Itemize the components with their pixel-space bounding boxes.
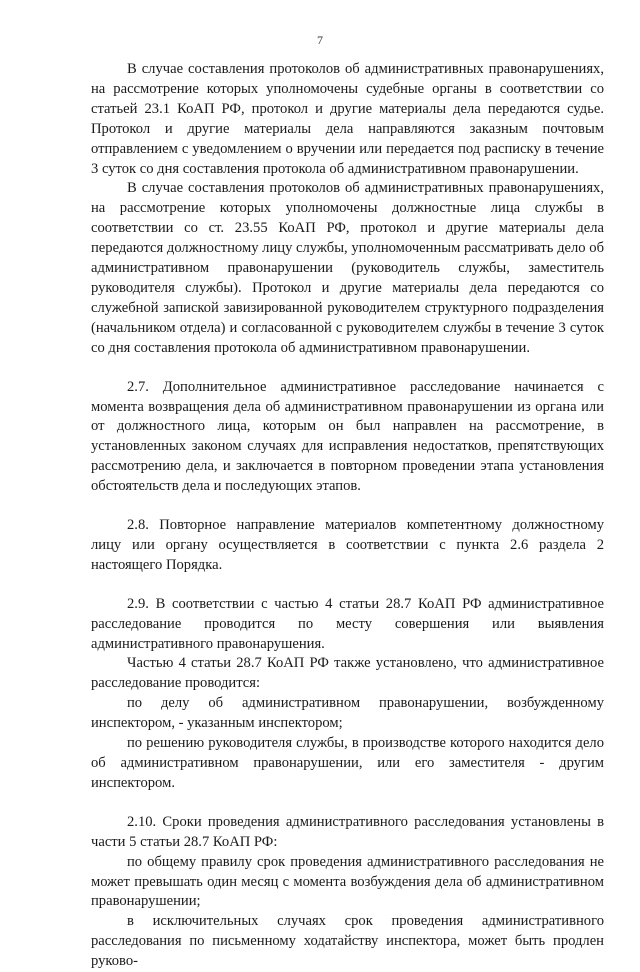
paragraph-2-9-part-4: Частью 4 статьи 28.7 КоАП РФ также установлено, что административное расследование проводится: — [91, 655, 604, 692]
paragraph-2-10-exception: в исключительных случаях срок проведения административного расследования по письменному ходатайству инспектора, может быть продлен руково- — [91, 913, 604, 970]
paragraph-2-7: 2.7. Дополнительное административное расследование начинается с момента возвращения дела об административном правонарушении из органа или от должностного лица, которым он был направлен на рассмотрение, в установленных законом случаях для исправления недостатков, препятствующих рассмотрению дела, и заключается в повторном проведении этапа установления обстоятельств дела и последующих этапов. — [91, 378, 604, 495]
paragraph-court-protocols: В случае составления протоколов об административных правонарушениях, на рассмотрение которых уполномочены судебные органы в соответствии со статьей 23.1 КоАП РФ, протокол и другие материалы дела передаются судье. Протокол и другие материалы дела направляются заказным почтовым отправлением с уведомлением о вручении или передается под расписку в течение 3 суток со дня составления протокола об административном правонарушении. — [91, 61, 604, 177]
paragraph-2-10-general-rule: по общему правилу срок проведения административного расследования не может превышать один месяц с момента возбуждения дела об административном правонарушении; — [91, 853, 604, 910]
document-body — [91, 60, 604, 972]
paragraph-2-9-item-inspector: по делу об административном правонарушении, возбужденному инспектором, - указанным инспектором; — [91, 695, 604, 732]
paragraph-2-10: 2.10. Сроки проведения административного расследования установлены в части 5 статьи 28.7 КоАП РФ: — [91, 813, 604, 850]
paragraph-service-officials-protocols: В случае составления протоколов об административных правонарушениях, на рассмотрение которых уполномочены должностные лица службы в соответствии со ст. 23.55 КоАП РФ, протокол и другие материалы дела передаются должностному лицу службы, уполномоченным рассматривать дело об административном правонарушении (руководитель службы, заместитель руководителя службы). Протокол и другие материалы дела передаются со служебной запиской завизированной руководителем структурного подразделения (начальником отдела) и согласованной с руководителем службы в течение 3 суток со дня составления протокола об административном правонарушении. — [91, 180, 604, 356]
paragraph-2-8: 2.8. Повторное направление материалов компетентному должностному лицу или органу осуществляется в соответствии с пункта 2.6 раздела 2 настоящего Порядка. — [91, 517, 604, 573]
page-number: 7 — [317, 33, 323, 47]
paragraph-2-9-item-head: по решению руководителя службы, в производстве которого находится дело об административном правонарушении, или его заместителя - другим инспектором. — [91, 735, 604, 791]
paragraph-2-9: 2.9. В соответствии с частью 4 статьи 28.7 КоАП РФ административное расследование проводится по месту совершения или выявления административного правонарушения. — [91, 595, 604, 652]
